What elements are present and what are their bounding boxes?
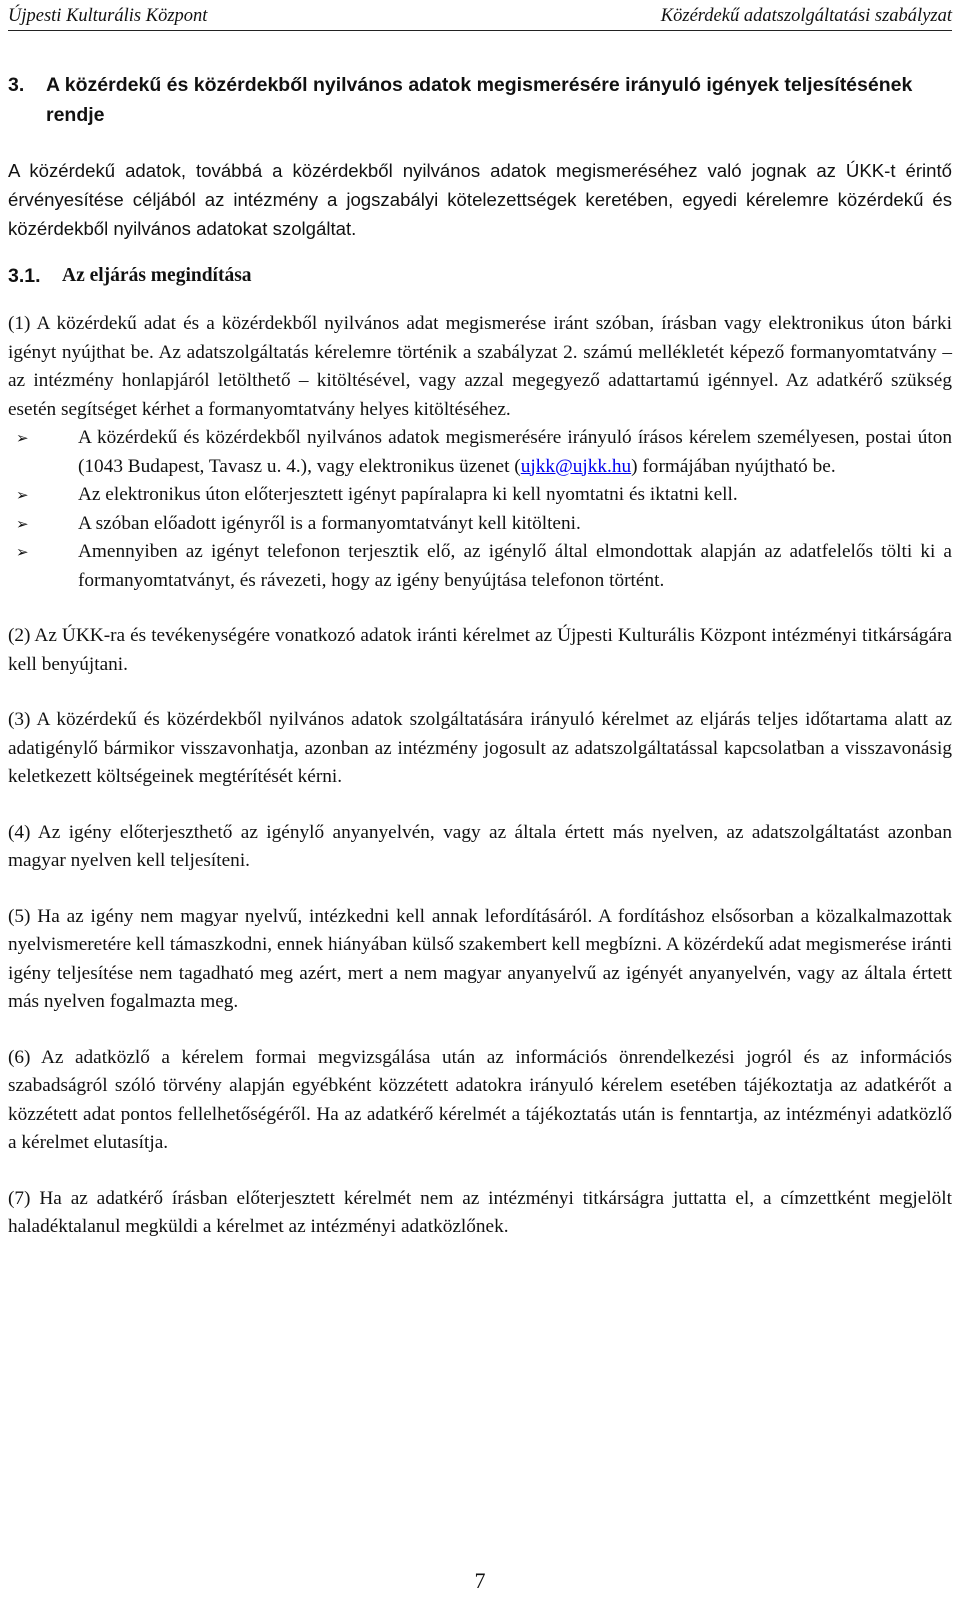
list-item-text-end: ) formájában nyújtható be. <box>631 455 836 477</box>
list-item-text: Amennyiben az igényt telefonon terjesztik elő, az igénylő által elmondottak alapján az adatfelelős tölti ki a formanyomtatványt, és rávezeti, hogy az igény benyújtása telefonon történt. <box>78 541 952 591</box>
section-title: A közérdekű és közérdekből nyilvános adatok megismerésére irányuló igények teljesítésének rendje <box>46 74 913 126</box>
document-body <box>8 70 952 1242</box>
paragraph-2: (2) Az ÚKK-ra és tevékenységére vonatkozó adatok iránti kérelmet az Újpesti Kulturális Központ intézményi titkárságára kell benyújtani. <box>8 625 952 675</box>
section-heading <box>8 70 952 130</box>
list-item <box>8 538 952 595</box>
arrow-bullet-icon: ➢ <box>16 514 29 533</box>
paragraph-6: (6) Az adatközlő a kérelem formai megvizsgálása után az információs önrendelkezési jogról és az információs szabadságról szóló törvény alapján egyébként közzétett adatokra irányuló kérelem esetében tájékoztatja az adatkérőt a közzétett adat pontos fellelhetőségéről. Ha az adatkérő kérelmét a tájékoztatás után is fenntartja, az intézményi adatközlő a kérelmet elutasítja. <box>8 1046 952 1153</box>
arrow-bullet-icon: ➢ <box>16 486 29 504</box>
subsection-title: Az eljárás megindítása <box>62 265 252 286</box>
subsection-number: 3.1. <box>8 265 41 287</box>
running-header <box>8 4 952 31</box>
paragraph-1: (1) A közérdekű adat és a közérdekből nyilvános adat megismerése iránt szóban, írásban vagy elektronikus úton bárki igényt nyújthat be. Az adatszolgáltatás kérelemre történik a szabályzat 2. számú mellékletét képező formanyomtatvány – az intézmény honlapjáról letölthető – kitöltésével, vagy azzal megegyező adattartamú igénnyel. Az adatkérő szükség esetén segítséget kérhet a formanyomtatvány helyes kitöltéséhez. <box>8 313 952 420</box>
header-organization: Újpesti Kulturális Központ <box>8 6 208 26</box>
paragraph-7: (7) Ha az adatkérő írásban előterjesztett kérelmét nem az intézményi titkárságra juttatta el, a címzettként megjelölt haladéktalanul megküldi a kérelmet az intézményi adatközlőnek. <box>8 1187 952 1237</box>
arrow-bullet-icon: ➢ <box>16 543 29 561</box>
email-link[interactable]: ujkk@ujkk.hu <box>520 455 632 477</box>
page-number: 7 <box>474 1568 486 1593</box>
list-item-text: A szóban előadott igényről is a formanyomtatványt kell kitölteni. <box>78 512 581 534</box>
arrow-bullet-icon: ➢ <box>16 429 29 447</box>
header-document-title: Közérdekű adatszolgáltatási szabályzat <box>660 6 952 26</box>
list-item <box>8 510 952 539</box>
submission-methods-list <box>8 424 952 595</box>
list-item <box>8 481 952 510</box>
section-number: 3. <box>8 74 25 96</box>
list-item <box>8 424 952 481</box>
list-item-text: Az elektronikus úton előterjesztett igényt papíralapra ki kell nyomtatni és iktatni kell. <box>78 484 738 505</box>
list-item-text: A közérdekű és közérdekből nyilvános adatok megismerésére irányuló írásos kérelem személyesen, postai úton (1043 Budapest, Tavasz u. 4.), vagy elektronikus üzenet ( <box>78 427 952 477</box>
subsection-heading <box>8 261 952 291</box>
section-intro: A közérdekű adatok, továbbá a közérdekből nyilvános adatok megismeréséhez való jognak az ÚKK-t érintő érvényesítése céljából az intézmény a jogszabályi kötelezettségek keretében, egyedi kérelemre közérdekű és közérdekből nyilvános adatokat szolgáltat. <box>8 160 952 239</box>
paragraph-4: (4) Az igény előterjeszthető az igénylő anyanyelvén, vagy az általa értett más nyelven, az adatszolgáltatást azonban magyar nyelven kell teljesíteni. <box>8 821 952 871</box>
paragraph-3: (3) A közérdekű és közérdekből nyilvános adatok szolgáltatására irányuló kérelmet az eljárás teljes időtartama alatt az adatigénylő bármikor visszavonhatja, azonban az intézmény jogosult az adatszolgáltatással kapcsolatban a visszavonásig keletkezett költségeinek megtérítését kérni. <box>8 709 952 787</box>
paragraph-5: (5) Ha az igény nem magyar nyelvű, intézkedni kell annak lefordításáról. A fordításhoz elsősorban a közalkalmazottak nyelvismeretére kell támaszkodni, ennek hiányában külső szakembert kell megbízni. A közérdekű adat megismerése iránti igény teljesítése nem tagadható meg azért, mert a nem magyar anyanyelvű az igényét anyanyelvén, vagy az általa értett más nyelven fogalmazta meg. <box>8 905 952 1012</box>
